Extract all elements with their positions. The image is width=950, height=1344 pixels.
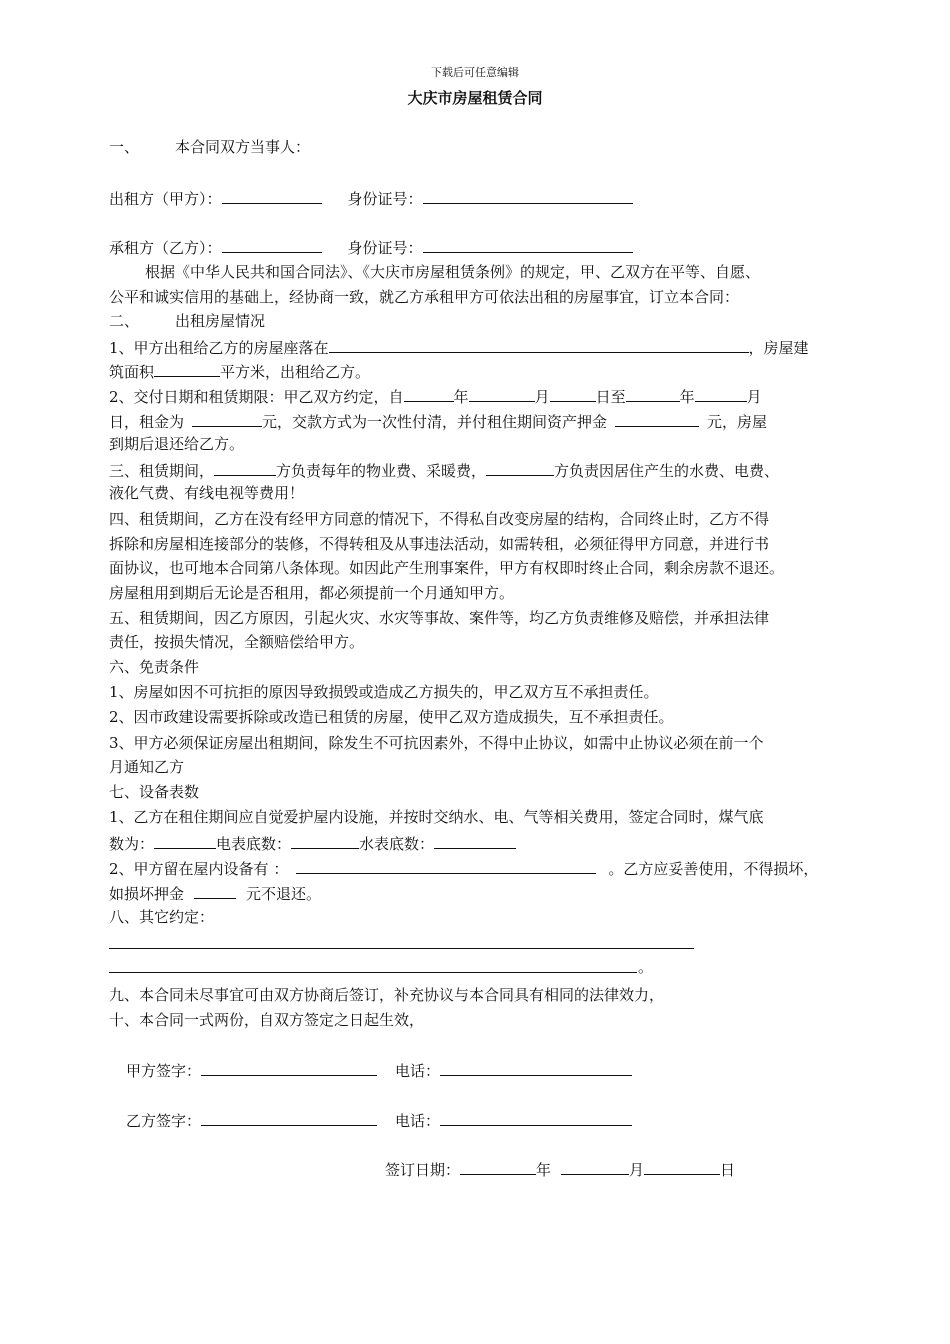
signing-day-blank[interactable] xyxy=(644,1158,720,1175)
end-month-blank[interactable] xyxy=(695,385,747,402)
section-4-line-3: 面协议，也可地本合同第八条体现。如因此产生刑事案件，甲方有权即时终止合同，剩余房款不退还。 xyxy=(109,559,785,577)
lessee-name-blank[interactable] xyxy=(222,236,322,253)
lessor-id-blank[interactable] xyxy=(423,187,633,204)
section-6-item-2: 2、因市政建设需要拆除或改造已租赁的房屋，使甲乙双方造成损失，互不承担责任。 xyxy=(109,708,674,726)
equipment-list-blank[interactable] xyxy=(296,857,596,874)
section-3-line-1: 三、租赁期间， 方负责每年的物业费、采暖费， 方负责因居住产生的水费、电费、 xyxy=(109,459,779,479)
property-fee-party-blank[interactable] xyxy=(214,459,276,476)
other-terms-line-1[interactable] xyxy=(109,948,694,949)
section-4-line-4: 房屋租用到期后无论是否租用，都必须提前一个月通知甲方。 xyxy=(109,584,515,602)
signing-date-line: 签订日期： 年 月 日 xyxy=(385,1158,735,1178)
lessee-id-blank[interactable] xyxy=(423,236,633,253)
section-5-line-2: 责任，按损失情况，全额赔偿给甲方。 xyxy=(109,633,365,651)
section-1-text: 本合同双方当事人： xyxy=(175,138,311,156)
party-b-phone-blank[interactable] xyxy=(440,1109,632,1126)
section-2-number: 二、 xyxy=(109,312,140,330)
section-2-text: 出租房屋情况 xyxy=(175,312,266,330)
section-8-heading: 八、其它约定： xyxy=(109,908,215,926)
intro-line-1: 根据《中华人民共和国合同法》、《大庆市房屋租赁条例》的规定，甲、乙双方在平等、自愿、 xyxy=(145,263,761,281)
party-b-phone-label: 电话： xyxy=(395,1112,441,1130)
house-location-blank[interactable] xyxy=(329,336,749,353)
end-year-blank[interactable] xyxy=(626,385,680,402)
section-6-item-3-line-2: 月通知乙方 xyxy=(109,758,185,776)
lessor-line xyxy=(109,187,633,207)
section-7-item-2-line-2: 如损坏押金 元不退还。 xyxy=(109,882,321,902)
section-6-heading: 六、免责条件 xyxy=(109,658,200,676)
lessor-name-blank[interactable] xyxy=(222,187,322,204)
clause-2-2-line-3: 到期后退还给乙方。 xyxy=(109,435,245,453)
party-a-signature-blank[interactable] xyxy=(201,1059,377,1076)
section-6-item-3-line-1: 3、甲方必须保证房屋出租期间，除发生不可抗因素外，不得中止协议，如需中止协议必须在前一个 xyxy=(109,734,764,752)
section-7-item-1-line-1: 1、乙方在租住期间应自觉爱护屋内设施，并按时交纳水、电、气等相关费用，签定合同时，煤气底 xyxy=(109,808,764,826)
lessor-id-label: 身份证号： xyxy=(347,190,423,208)
clause-2-1-line-2: 筑面积 平方米，出租给乙方。 xyxy=(109,360,370,380)
start-month-blank[interactable] xyxy=(469,385,535,402)
deposit-amount-blank[interactable] xyxy=(615,410,699,427)
section-1-number: 一、 xyxy=(109,138,140,156)
utility-fee-party-blank[interactable] xyxy=(486,459,554,476)
page-title: 大庆市房屋租赁合同 xyxy=(407,89,543,107)
section-7-item-2-line-1: 2、甲方留在屋内设备有 ： 。乙方应妥善使用，不得损坏， xyxy=(109,857,818,877)
rent-amount-blank[interactable] xyxy=(192,410,262,427)
section-7-heading: 七、设备表数 xyxy=(109,783,200,801)
lessee-id-label: 身份证号： xyxy=(347,239,423,257)
section-5-line-1: 五、租赁期间，因乙方原因，引起火灾、水灾等事故、案件等，均乙方负责维修及赔偿，并承担法律 xyxy=(109,609,770,627)
start-day-blank[interactable] xyxy=(550,385,596,402)
section-3-line-2: 液化气费、有线电视等费用！ xyxy=(109,484,305,502)
other-terms-line-2[interactable] xyxy=(109,972,637,973)
gas-meter-blank[interactable] xyxy=(154,832,216,849)
clause-2-2-line-1: 2、交付日期和租赁期限：甲乙双方约定，自 年 月 日至 年 月 xyxy=(109,385,762,405)
party-a-signature-line xyxy=(126,1059,632,1079)
party-b-signature-line xyxy=(126,1109,632,1129)
damage-deposit-blank[interactable] xyxy=(194,882,236,899)
lessee-label: 承租方（乙方）： xyxy=(109,239,222,257)
party-a-phone-blank[interactable] xyxy=(440,1059,632,1076)
party-a-phone-label: 电话： xyxy=(395,1062,441,1080)
party-a-signature-label: 甲方签字： xyxy=(126,1062,202,1080)
section-10: 十、本合同一式两份，自双方签定之日起生效， xyxy=(109,1011,425,1029)
clause-2-1-line-1: 1、甲方出租给乙方的房屋座落在 ，房屋建 xyxy=(109,336,809,356)
signing-month-blank[interactable] xyxy=(561,1158,629,1175)
water-meter-blank[interactable] xyxy=(434,832,516,849)
signing-year-blank[interactable] xyxy=(460,1158,536,1175)
section-7-item-1-line-2: 数为： 电表底数： 水表底数： xyxy=(109,832,516,852)
lessee-line xyxy=(109,236,633,256)
party-b-signature-label: 乙方签字： xyxy=(126,1112,202,1130)
clause-2-2-line-2: 日，租金为 元，交款方式为一次性付清，并付租住期间资产押金 元，房屋 xyxy=(109,410,767,430)
other-terms-end-mark: 。 xyxy=(638,958,654,976)
lessor-label: 出租方（甲方）： xyxy=(109,190,222,208)
section-2-heading xyxy=(109,311,265,331)
signing-date-label: 签订日期： xyxy=(385,1161,461,1179)
section-6-item-1: 1、房屋如因不可抗拒的原因导致损毁或造成乙方损失的，甲乙双方互不承担责任。 xyxy=(109,683,659,701)
party-b-signature-blank[interactable] xyxy=(201,1109,377,1126)
section-4-line-2: 拆除和房屋相连接部分的装修，不得转租及从事违法活动，如需转租，必须征得甲方同意，并进行书 xyxy=(109,535,770,553)
section-1-heading xyxy=(109,137,310,157)
start-year-blank[interactable] xyxy=(404,385,454,402)
electric-meter-blank[interactable] xyxy=(291,832,359,849)
floor-area-blank[interactable] xyxy=(154,360,220,377)
intro-line-2: 公平和诚实信用的基础上，经协商一致，就乙方承租甲方可依法出租的房屋事宜，订立本合同： xyxy=(109,288,740,306)
section-9: 九、本合同未尽事宜可由双方协商后签订，补充协议与本合同具有相同的法律效力， xyxy=(109,986,665,1004)
download-note: 下载后可任意编辑 xyxy=(431,66,519,79)
section-4-line-1: 四、租赁期间，乙方在没有经甲方同意的情况下，不得私自改变房屋的结构，合同终止时，乙方不得 xyxy=(109,510,770,528)
